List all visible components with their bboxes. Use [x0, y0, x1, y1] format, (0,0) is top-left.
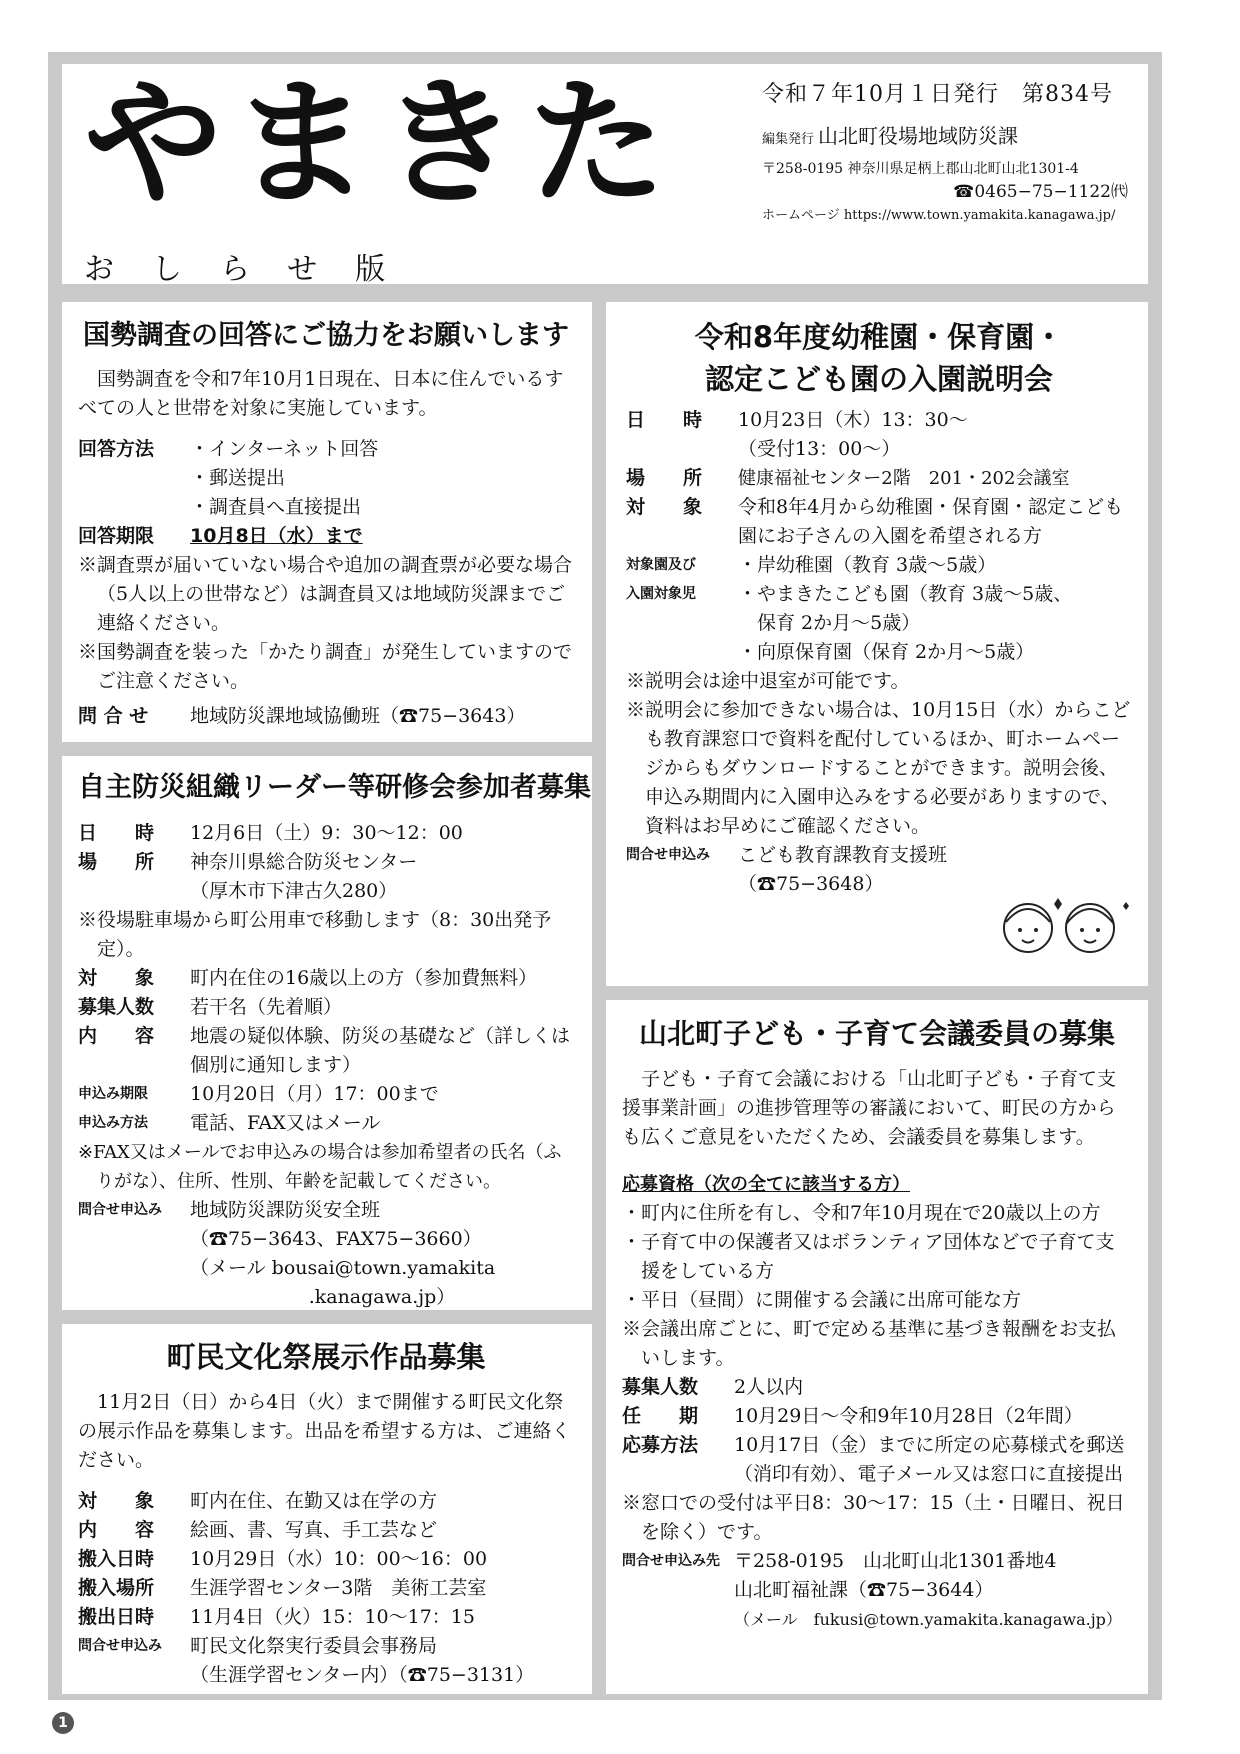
kodomo-contact-row — [622, 1547, 1132, 1634]
youchien-place-label: 場 所 — [626, 467, 703, 490]
kodomo-qualification: ・町内に住所を有し、令和7年10月現在で20歳以上の方 — [622, 1201, 1101, 1224]
kodomo-capacity: 2人以内 — [734, 1375, 804, 1398]
logo — [84, 64, 784, 284]
youchien-article — [606, 302, 1148, 986]
census-deadline-label: 回答期限 — [78, 525, 155, 548]
bunka-in-date-row — [78, 1545, 574, 1574]
masthead — [62, 64, 1148, 284]
kodomo-capacity-label: 募集人数 — [622, 1375, 699, 1398]
kodomo-term: 10月29日～令和9年10月28日（2年間） — [734, 1404, 1083, 1427]
bunka-target-row — [78, 1487, 574, 1516]
bousai-title: 自主防災組織リーダー等研修会参加者募集 — [78, 772, 591, 803]
bousai-target: 町内在住の16歳以上の方（参加費無料） — [190, 967, 538, 990]
census-title: 国勢調査の回答にご協力をお願いします — [83, 320, 569, 351]
kodomo-contact-email[interactable]: （メール fukusi@town.yamakita.kanagawa.jp） — [734, 1609, 1122, 1629]
bousai-method-label: 申込み方法 — [78, 1115, 148, 1132]
bunka-in-date: 10月29日（水）10：00～16：00 — [190, 1548, 488, 1571]
publication-info — [762, 78, 1142, 225]
kodomo-method-row — [622, 1431, 1132, 1489]
census-note: ※調査票が届いていない場合や追加の調査票が必要な場合（5人以上の世帯など）は調査員又は地域防災課までご連絡ください。 — [78, 554, 573, 635]
bousai-place-label: 場 所 — [78, 851, 155, 874]
census-method-label: 回答方法 — [78, 438, 155, 461]
bousai-content-label: 内 容 — [78, 1025, 155, 1048]
youchien-reception: （受付13：00～） — [738, 438, 901, 461]
bousai-deadline-label: 申込み期限 — [78, 1086, 148, 1103]
youchien-target: 令和8年4月から幼稚園・保育園・認定こども園にお子さんの入園を希望される方 — [738, 496, 1124, 548]
bousai-date-label: 日 時 — [78, 822, 155, 845]
bousai-target-row — [78, 964, 574, 993]
census-contact-label: 問 合 せ — [78, 705, 149, 728]
kodomo-intro: 子ども・子育て会議における「山北町子ども・子育て支援事業計画」の進捗管理等の審議において、町民の方からも広くご意見をいただくため、会議委員を募集します。 — [622, 1067, 1117, 1148]
kodomo-qualification: ・子育て中の保護者又はボランティア団体などで子育て支援をしている方 — [622, 1230, 1115, 1282]
bousai-contact-label: 問合せ申込み — [78, 1202, 162, 1219]
bousai-date-row — [78, 819, 574, 848]
bunka-out-date: 11月4日（火）15：10～17：15 — [190, 1606, 475, 1629]
census-deadline-row — [78, 522, 574, 551]
bunka-contact-label: 問合せ申込み — [78, 1638, 162, 1655]
bousai-note: ※FAX又はメールでお申込みの場合は参加希望者の氏名（ふりがな）、住所、性別、年齢を記載してください。 — [78, 1142, 562, 1193]
bousai-note: ※役場駐車場から町公用車で移動します（8：30出発予定）。 — [78, 909, 552, 961]
bousai-capacity-label: 募集人数 — [78, 996, 155, 1019]
bunka-in-place-label: 搬入場所 — [78, 1577, 155, 1600]
census-contact-row — [78, 702, 574, 731]
editor-name: 山北町役場地域防災課 — [818, 124, 1019, 148]
youchien-facility-label-line: 入園対象児 — [626, 586, 696, 603]
bousai-date: 12月6日（土）9：30～12：00 — [190, 822, 463, 845]
bousai-place-address: （厚木市下津古久280） — [190, 880, 398, 903]
youchien-note: ※説明会に参加できない場合は、10月15日（水）からこども教育課窓口で資料を配付しているほか、町ホームページからもダウンロードすることができます。説明会後、申込み期間内に入園申込みをする必要がありますので、資料はお早めにご確認ください。 — [626, 699, 1131, 838]
youchien-contact-phone: （☎75−3648） — [738, 873, 884, 896]
kodomo-capacity-row — [622, 1373, 1132, 1402]
kodomo-article — [606, 1000, 1148, 1694]
bunka-contact-row — [78, 1632, 574, 1690]
bousai-contact-phone: （☎75−3643、FAX75−3660） — [190, 1228, 482, 1251]
newsletter-title: やまきた — [84, 64, 677, 224]
bunka-in-date-label: 搬入日時 — [78, 1548, 155, 1571]
bousai-place: 神奈川県総合防災センター — [190, 851, 418, 874]
bousai-method-row — [78, 1109, 574, 1138]
youchien-contact-label: 問合せ申込み — [626, 847, 710, 864]
bousai-article — [62, 756, 592, 1310]
youchien-date: 10月23日（木）13：30～ — [738, 409, 968, 432]
census-method-item: ・インターネット回答 — [190, 438, 379, 461]
youchien-facility-row — [626, 551, 1132, 667]
youchien-place-row — [626, 464, 1132, 493]
homepage-link[interactable]: ホームページ https://www.town.yamakita.kanagawa.jp/ — [762, 207, 1116, 223]
bousai-place-row — [78, 848, 574, 906]
bousai-contact: 地域防災課防災安全班 — [190, 1199, 381, 1222]
youchien-facility: ・岸幼稚園（教育 3歳～5歳） — [738, 554, 997, 577]
census-contact: 地域防災課地域協働班（☎75−3643） — [190, 705, 526, 728]
bunka-title: 町民文化祭展示作品募集 — [166, 1340, 486, 1374]
youchien-facility-label-line: 対象園及び — [626, 557, 696, 574]
kodomo-note: ※窓口での受付は平日8：30～17：15（土・日曜日、祝日を除く）です。 — [622, 1491, 1125, 1543]
youchien-title — [626, 316, 1132, 400]
bousai-content-row — [78, 1022, 574, 1080]
bunka-content: 絵画、書、写真、手工芸など — [190, 1519, 438, 1542]
census-deadline: 10月8日（水）まで — [190, 525, 363, 548]
bunka-content-row — [78, 1516, 574, 1545]
page-number: 1 — [52, 1712, 74, 1734]
youchien-title-line: 認定こども園の入園説明会 — [704, 362, 1053, 397]
bousai-contact-email[interactable]: （メール bousai@town.yamakita — [190, 1257, 496, 1280]
bunka-out-date-label: 搬出日時 — [78, 1606, 155, 1629]
phone: ☎0465−75−1122㈹ — [953, 182, 1128, 202]
bunka-in-place: 生涯学習センター3階 美術工芸室 — [190, 1577, 487, 1600]
youchien-facility: ・向原保育園（保育 2か月～5歳） — [738, 641, 1035, 664]
census-article — [62, 302, 592, 742]
bunka-target-label: 対 象 — [78, 1490, 155, 1513]
bunka-content-label: 内 容 — [78, 1519, 155, 1542]
youchien-facility-label — [626, 551, 738, 667]
bunka-target: 町内在住、在勤又は在学の方 — [190, 1490, 438, 1513]
bousai-capacity: 若干名（先着順） — [190, 996, 343, 1019]
census-note: ※国勢調査を装った「かたり調査」が発生していますのでご注意ください。 — [78, 641, 573, 693]
kodomo-qualification: ・平日（昼間）に開催する会議に出席可能な方 — [622, 1288, 1022, 1311]
bousai-method: 電話、FAX又はメール — [190, 1112, 381, 1135]
youchien-contact: こども教育課教育支援班 — [738, 844, 948, 867]
youchien-date-row — [626, 406, 1132, 464]
kodomo-title: 山北町子ども・子育て会議委員の募集 — [638, 1017, 1115, 1050]
bousai-deadline: 10月20日（月）17：00まで — [190, 1083, 439, 1106]
kodomo-method: 10月17日（金）までに所定の応募様式を郵送（消印有効）、電子メール又は窓口に直接提出 — [734, 1433, 1125, 1485]
census-method-item: ・郵送提出 — [190, 467, 286, 490]
youchien-date-label: 日 時 — [626, 409, 703, 432]
bunka-article — [62, 1324, 592, 1694]
bunka-contact-phone: （生涯学習センター内）（☎75−3131） — [190, 1664, 535, 1687]
address: 〒258-0195 神奈川県足柄上郡山北町山北1301-4 — [762, 161, 1079, 177]
editor-label: 編集発行 — [762, 132, 815, 147]
youchien-facility: 保育 2か月～5歳） — [738, 612, 921, 635]
census-method-item: ・調査員へ直接提出 — [190, 496, 362, 519]
kodomo-qualification-title: 応募資格（次の全てに該当する方） — [622, 1173, 910, 1195]
youchien-note: ※説明会は途中退室が可能です。 — [626, 670, 910, 693]
census-method-row — [78, 435, 574, 522]
children-illustration — [986, 888, 1136, 964]
bousai-capacity-row — [78, 993, 574, 1022]
kodomo-method-label: 応募方法 — [622, 1433, 699, 1456]
youchien-target-label: 対 象 — [626, 496, 703, 519]
bunka-contact: 町民文化祭実行委員会事務局 — [190, 1635, 438, 1658]
bousai-target-label: 対 象 — [78, 967, 155, 990]
bunka-in-place-row — [78, 1574, 574, 1603]
issue-line: 令和７年10月１日発行 第834号 — [762, 82, 1113, 107]
kodomo-term-row — [622, 1402, 1132, 1431]
bousai-contact-email-domain: .kanagawa.jp） — [308, 1286, 456, 1309]
kodomo-note: ※会議出席ごとに、町で定める基準に基づき報酬をお支払いします。 — [622, 1317, 1117, 1369]
youchien-target-row — [626, 493, 1132, 551]
bousai-deadline-row — [78, 1080, 574, 1109]
bunka-intro: 11月2日（日）から4日（火）まで開催する町民文化祭の展示作品を募集します。出品を希望する方は、ご連絡ください。 — [78, 1391, 571, 1472]
bousai-content: 地震の疑似体験、防災の基礎など（詳しくは個別に通知します） — [190, 1025, 571, 1077]
kodomo-contact-address: 〒258-0195 山北町山北1301番地4 — [734, 1549, 1057, 1572]
bunka-out-date-row — [78, 1603, 574, 1632]
kodomo-contact-label: 問合せ申込み先 — [622, 1552, 720, 1569]
youchien-place: 健康福祉センター2階 201・202会議室 — [738, 468, 1070, 490]
kodomo-contact-phone: 山北町福祉課（☎75−3644） — [734, 1578, 994, 1601]
bousai-contact-row — [78, 1196, 574, 1310]
newsletter-subtitle: おしらせ版 — [84, 252, 424, 284]
youchien-facility: ・やまきたこども園（教育 3歳～5歳、 — [738, 583, 1073, 606]
editor-line — [762, 121, 1142, 151]
kodomo-term-label: 任 期 — [622, 1404, 699, 1427]
youchien-title-line: 令和8年度幼稚園・保育園・ — [694, 320, 1064, 354]
census-intro: 国勢調査を令和7年10月1日現在、日本に住んでいるすべての人と世帯を対象に実施しています。 — [78, 368, 564, 420]
